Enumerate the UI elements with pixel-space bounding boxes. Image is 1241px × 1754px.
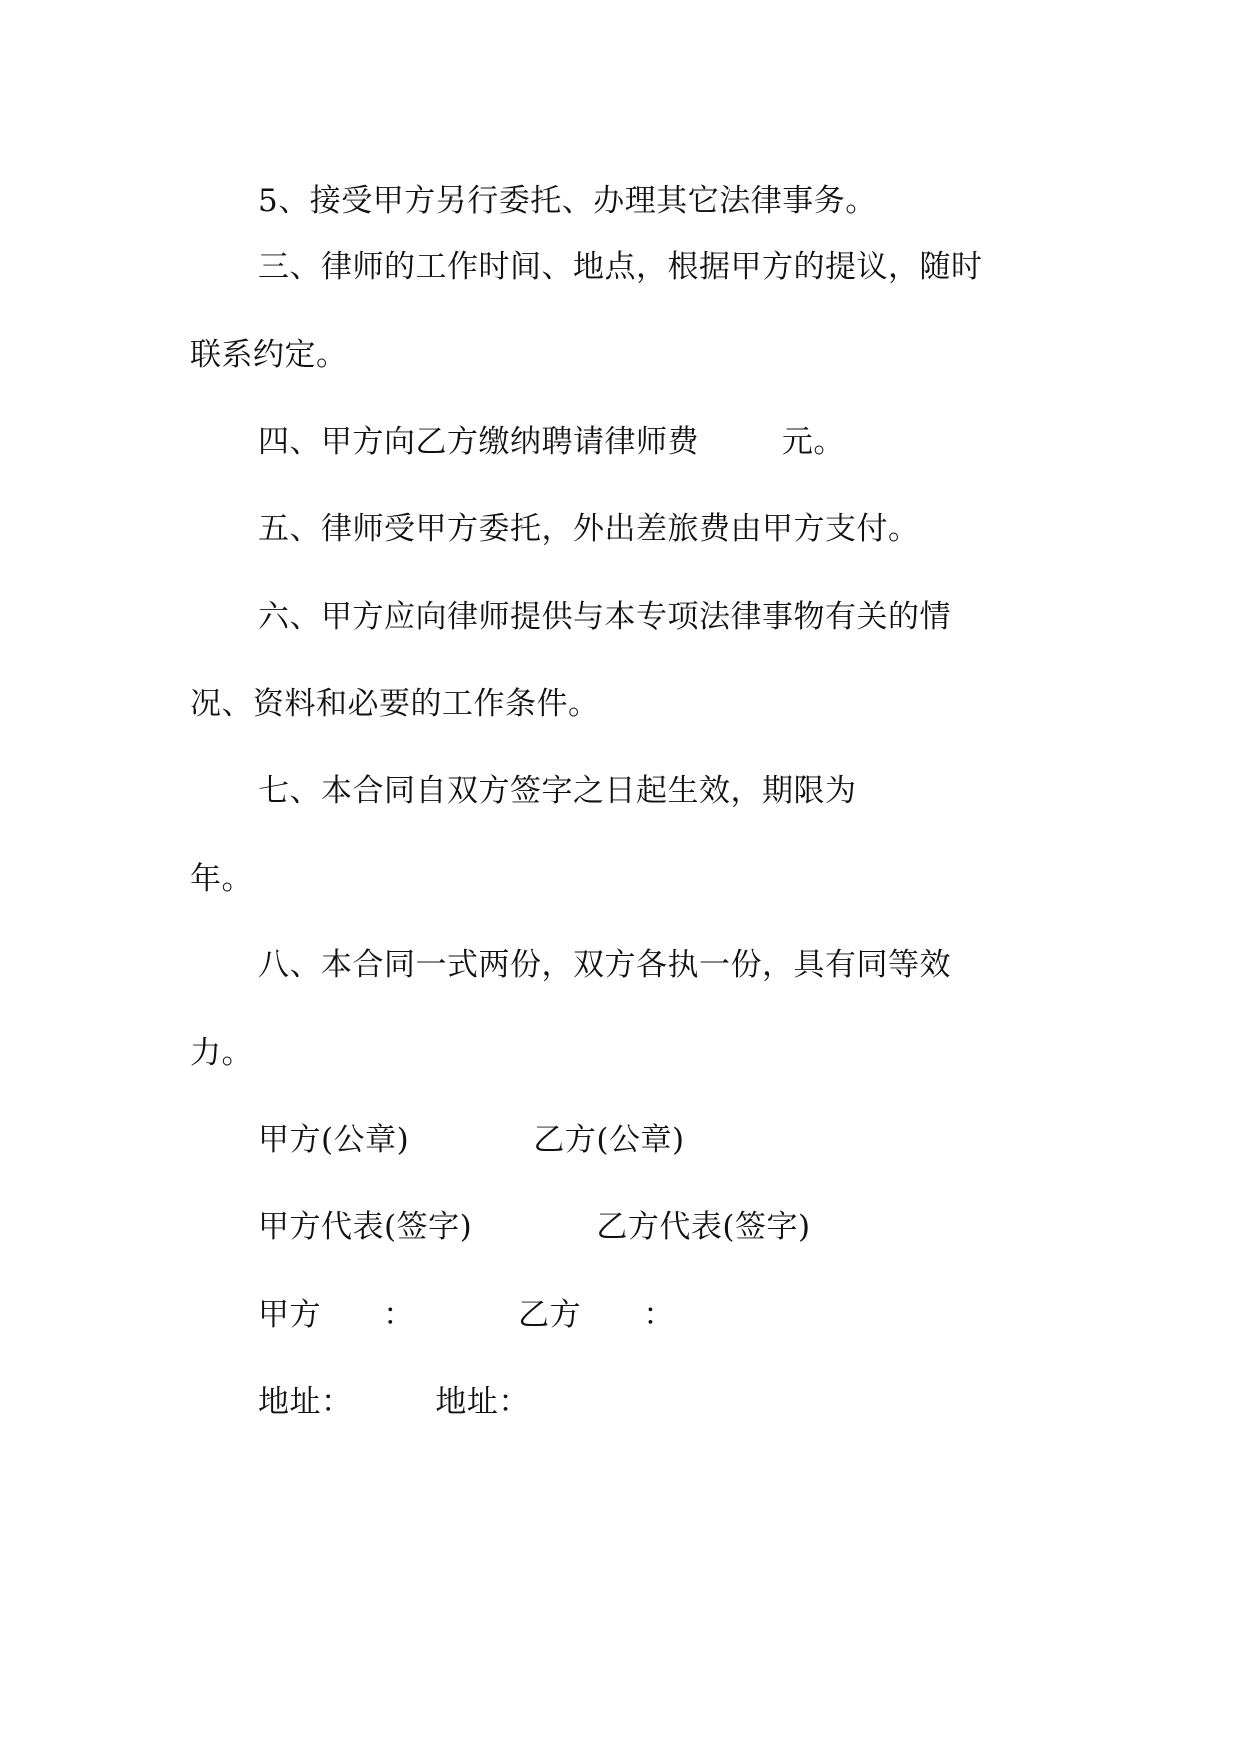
address-line: 地址： 地址： [258, 1384, 530, 1420]
clause-3-line-1: 三、律师的工作时间、地点，根据甲方的提议，随时 [258, 249, 983, 285]
representative-signature-line: 甲方代表(签字) 乙方代表(签字) [258, 1209, 811, 1245]
clause-6-line-1: 六、甲方应向律师提供与本专项法律事物有关的情 [258, 599, 951, 635]
seal-line: 甲方(公章) 乙方(公章) [258, 1122, 685, 1158]
clause-8-line-1: 八、本合同一式两份，双方各执一份，具有同等效 [258, 947, 951, 983]
clause-7-line-2: 年。 [190, 861, 253, 897]
clause-5-line: 5、接受甲方另行委托、办理其它法律事务。 [258, 183, 877, 219]
clause-5-line-travel: 五、律师受甲方委托，外出差旅费由甲方支付。 [258, 511, 920, 547]
clause-8-line-2: 力。 [190, 1035, 253, 1071]
clause-6-line-2: 况、资料和必要的工作条件。 [190, 686, 600, 722]
clause-4-line: 四、甲方向乙方缴纳聘请律师费 元。 [258, 424, 845, 460]
party-line: 甲方 ： 乙方 ： [258, 1297, 675, 1333]
clause-7-line-1: 七、本合同自双方签字之日起生效，期限为 [258, 773, 857, 809]
clause-3-line-2: 联系约定。 [190, 337, 348, 373]
